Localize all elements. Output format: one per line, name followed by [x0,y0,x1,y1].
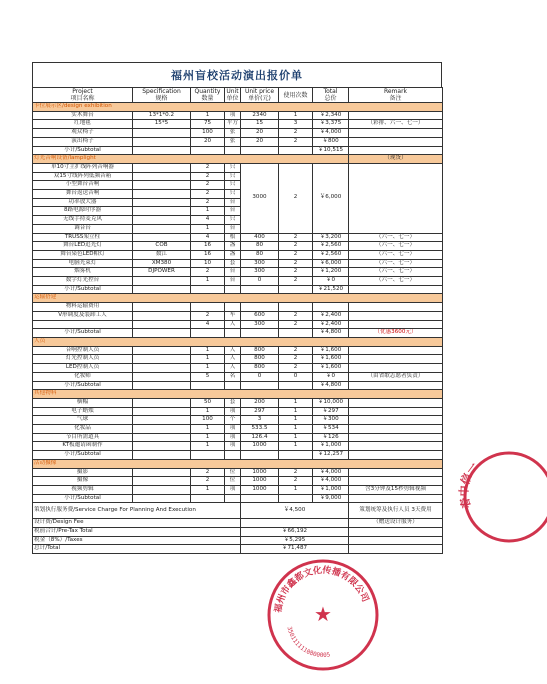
subtotal-row: 小计/Subtotal ￥10,515 [33,146,443,155]
table-row: 舞台LED追光灯 COB 16 盏 80 2 ￥2,560 （六一、七一） [33,242,443,251]
table-row: 电子蜡烛 1 项 297 1 ￥297 [33,407,443,416]
section-header: 活动摄像 [33,459,443,468]
subtotal-row: 小计/Subtotal ￥9,000 [33,494,443,503]
table-row: 调音台 1 台 [33,224,443,233]
section-header: 卡位展示区/design exhibition [33,103,443,112]
table-row: 观众椅子 100 张 20 2 ￥4,000 [33,129,443,138]
table-row: 红地毯 15*5 75 平方 15 3 ￥3,375 （彩排、六一、七一） [33,120,443,129]
col-project: Project 项目名称 [33,88,133,103]
table-row: 物料运输费用 [33,303,443,312]
section-header: 运输搭建 [33,294,443,303]
table-row: 化妆品 1 项 533.5 1 ￥534 [33,425,443,434]
col-remark: Remark 备注 [349,88,443,103]
table-row: 气球 100 个 3 1 ￥300 [33,416,443,425]
col-price: Unit price 单价(元) [241,88,279,103]
section-header: 人员 [33,337,443,346]
pretax-row: 税前合计/Pre-Tax Total ￥66,192 [33,528,443,537]
table-row: 烟雾机 DJPOWER 2 台 300 2 ￥1,200 （六一、七一） [33,268,443,277]
table-row: 节目所需道具 1 项 126.4 1 ￥126 [33,433,443,442]
col-unit: Unit 单位 [226,88,239,102]
table-row: 舞台染色LED帕灯 数江 16 盏 80 2 ￥2,560 （六一、七一） [33,250,443,259]
table-row: 数字灯光控台 1 台 0 2 ￥0 （六一、七一） [33,277,443,286]
design-row: 设计费/Design Fee （赠送设计服务） [33,519,443,528]
subtotal-row: 小计/Subtotal ￥4,800 （优惠3600元） [33,329,443,338]
table-row: 4 人 300 2 ￥2,400 [33,320,443,329]
stamp-number: 3501111110800005 [285,625,331,660]
table-row: 实木舞台 13*1*0.2 1 项 2340 1 ￥2,340 [33,111,443,120]
table-row: 演出椅子 20 张 20 2 ￥800 [33,137,443,146]
table-row: 功率放大器 2 台 [33,198,443,207]
section-header: 其他物料 [33,390,443,399]
table-row: 摄像 2 位 1000 2 ￥4,000 [33,477,443,486]
header-row [33,88,443,103]
service-row: 策划执行服务费/Service Charge For Planning And Execution ￥4,500 策划统筹及执行人员 3天费用 [33,503,443,519]
subtotal-row: 小计/Subtotal ￥21,520 [33,285,443,294]
subtotal-row: 小计/Subtotal ￥12,257 [33,451,443,460]
partial-seal-icon [449,437,547,547]
quote-sheet [32,62,442,554]
table-row: 电脑光束灯 XM380 10 套 300 2 ￥6,000 （六一、七一） [33,259,443,268]
table-row: 化妆师 5 名 0 0 ￥0 （由省歌志愿者负责） [33,372,443,381]
table-row: 8路电源时序器 1 台 [33,207,443,216]
table-row: 摄影 2 位 1000 2 ￥4,000 [33,468,443,477]
table-row: 灯光控制人员 1 人 800 2 ￥1,600 [33,355,443,364]
table-row: 舞台返送音响 2 只 [33,190,443,199]
table-row: 视频剪辑 1 项 1000 1 ￥1,000 含3分钟及15秒剪辑视频 [33,485,443,494]
svg-text:★: ★ [314,602,332,626]
table-row: 单10寸主扩线阵列音响器 2 只 3000 2 ￥6,000 [33,163,443,172]
table-row: TRUSS架立柱 4 根 400 2 ￥3,200 （六一、七一） [33,233,443,242]
sheet-title: 福州盲校活动演出报价单 [32,62,442,87]
table-row: V形调度及装卸工人 2 车 600 2 ￥2,400 [33,311,443,320]
col-spec: Specification 规格 [133,88,191,103]
col-qty: Quantity 数量 [191,88,225,103]
table-row: 横幅 50 套 200 1 ￥10,000 [33,398,443,407]
section-header: 灯光音响设备/lamplight （现货） [33,155,443,164]
table-row: 音响控制人员 1 人 800 2 ￥1,600 [33,346,443,355]
svg-text:春中信一: 春中信一 [457,460,481,510]
table-row: 双15寸线阵列低频音箱 2 只 [33,172,443,181]
total-row: 总计/Total ￥71,487 [33,545,443,554]
table-row: 无线手持麦克风 4 只 [33,216,443,225]
col-days: 使用次数 [279,88,313,103]
stamp-text: 福州市鑫都文化传播有限公司 [273,565,370,614]
table-row: LED控制人员 1 人 800 2 ￥1,600 [33,364,443,373]
subtotal-row: 小计/Subtotal ￥4,800 [33,381,443,390]
quote-table [32,87,443,554]
table-row: 小型舞台音响 2 只 [33,181,443,190]
tax-row: 税金（8%）/Taxes ￥5,295 [33,536,443,545]
table-row: KT板邀请函制作 1 项 1000 1 ￥1,000 [33,442,443,451]
col-total: Total 总价 [313,88,349,103]
company-stamp-icon [263,555,383,675]
